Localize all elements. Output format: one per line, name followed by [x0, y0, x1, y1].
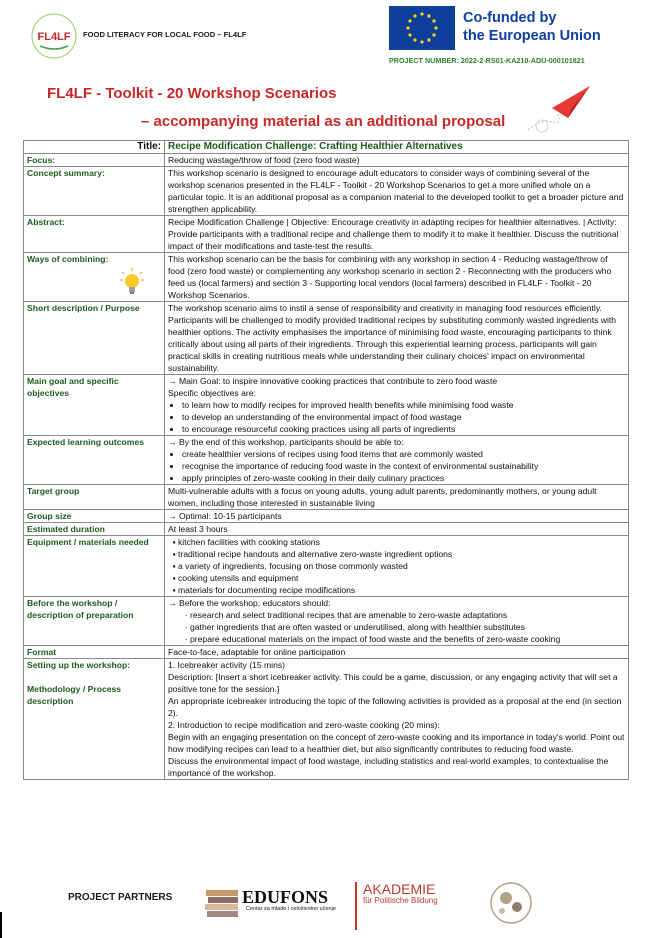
list-item: • recognise the importance of reducing food waste in the context of environmental sustainability: [182, 460, 625, 472]
setup-line: An appropriate icebreaker introducing the topic of the following activities is provided as a proposal at the end (in section 2).: [168, 696, 622, 718]
before-label: Before the workshop / description of preparation: [24, 597, 165, 646]
row-focus: [24, 154, 629, 167]
list-item: • to develop an understanding of the environmental impact of food wastage: [182, 411, 625, 423]
doc-title: FL4LF - Toolkit - 20 Workshop Scenarios: [47, 85, 337, 102]
row-format: [24, 646, 629, 659]
before-list: [168, 609, 625, 645]
paper-plane-icon: [522, 78, 594, 138]
row-short: [24, 302, 629, 375]
row-goal: [24, 375, 629, 436]
abstract-label: Abstract:: [24, 216, 165, 253]
row-target: [24, 485, 629, 510]
abstract-value: Recipe Modification Challenge | Objective: Encourage creativity in adapting recipes for healthier alternatives. | Activity: Provide participants with a traditional recipe and challenge them to modify it to make it healthier. Discuss the nutritional impact of their modifications and taste-test the results.: [165, 216, 629, 253]
eu-flag-icon: [389, 6, 455, 50]
setup-line: Discuss the environmental impact of food wastage, including statistics and real-world examples, to contextualise the importance of the workshop.: [168, 756, 609, 778]
page-edge: [0, 912, 2, 938]
setup-line: 2. Introduction to recipe modification and zero-waste cooking (20 mins):: [168, 720, 440, 730]
project-number: PROJECT NUMBER: 2022-2-RS01-KA210-ADU-000101821: [389, 56, 585, 65]
setup-cell: [24, 659, 165, 780]
size-value: → Optimal: 10-15 participants: [165, 510, 629, 523]
partner-logo-icon: [488, 880, 534, 926]
fl4lf-logo-icon: [30, 12, 78, 60]
goal-specific: Specific objectives are:: [168, 388, 256, 398]
title-label: Title:: [24, 141, 165, 154]
doc-subtitle: – accompanying material as an additional proposal: [141, 113, 506, 130]
target-value: Multi-vulnerable adults with a focus on young adults, young adult parents, predominantly mothers, or young adult women, including those interested in sustainable living: [165, 485, 629, 510]
format-value: Face-to-face, adaptable for online participation: [165, 646, 629, 659]
concept-label: Concept summary:: [24, 167, 165, 216]
books-icon: [204, 886, 240, 920]
method-label: Methodology / Process description: [27, 684, 122, 706]
setup-line: Description: [Insert a short icebreaker activity. This could be a game, discussion, or any engaging activity that will set a positive tone for the session.]: [168, 672, 618, 694]
setup-line: 1. Icebreaker activity (15 mins): [168, 660, 286, 670]
list-item: · prepare educational materials on the impact of food waste and the benefits of zero-waste cooking: [190, 633, 625, 645]
equip-cell: [165, 536, 629, 597]
goal-list: [168, 399, 625, 435]
akademie-logo: [355, 882, 483, 930]
duration-value: At least 3 hours: [165, 523, 629, 536]
ways-label: Ways of combining:: [27, 254, 109, 264]
row-outcomes: [24, 436, 629, 485]
workshop-table: [23, 140, 629, 780]
row-concept: [24, 167, 629, 216]
list-item: • apply principles of zero-waste cooking in their daily culinary practices: [182, 472, 625, 484]
svg-text:FL4LF: FL4LF: [37, 31, 71, 43]
ways-cell: [24, 253, 165, 302]
size-label: Group size: [24, 510, 165, 523]
goal-label: Main goal and specific objectives: [24, 375, 165, 436]
list-item: ▪ cooking utensils and equipment: [178, 572, 625, 584]
target-label: Target group: [24, 485, 165, 510]
before-cell: [165, 597, 629, 646]
eu-line-1: Co-funded by: [463, 10, 557, 26]
focus-value: Reducing wastage/throw of food (zero food waste): [165, 154, 629, 167]
ways-value: This workshop scenario can be the basis for combining with any workshop in section 4 - Reducing wastage/throw of food (zero food waste) or complementing any workshop scenario in section 2 - Reconnecting with the producers who feed us (local farmers) and section 3 - Supporting local vendors (local farmers) described in FL4LF - Toolkit - 20 Workshop Scenarios.: [165, 253, 629, 302]
goal-cell: [165, 375, 629, 436]
duration-label: Estimated duration: [24, 523, 165, 536]
equip-list: [168, 536, 625, 596]
equip-label: Equipment / materials needed: [24, 536, 165, 597]
logo-text: FOOD LITERACY FOR LOCAL FOOD – FL4LF: [83, 30, 247, 39]
edufons-sub: Centar za mlade i celoživotno učenje: [246, 906, 336, 912]
format-label: Format: [24, 646, 165, 659]
list-item: ▪ a variety of ingredients, focusing on those commonly wasted: [178, 560, 625, 572]
edufons-logo: [204, 884, 344, 930]
partners-label: PROJECT PARTNERS: [68, 892, 173, 903]
list-item: ▪ kitchen facilities with cooking stations: [178, 536, 625, 548]
eu-line-2: the European Union: [463, 28, 601, 44]
short-label: Short description / Purpose: [24, 302, 165, 375]
row-size: [24, 510, 629, 523]
akademie-name: AKADEMIE: [363, 881, 436, 897]
outcomes-list: [168, 448, 625, 484]
goal-main: → Main Goal: to inspire innovative cooking practices that contribute to zero food waste: [168, 376, 498, 386]
before-intro: → Before the workshop, educators should:: [168, 598, 331, 608]
row-abstract: [24, 216, 629, 253]
concept-value: This workshop scenario is designed to encourage adult educators to consider ways of combining several of the workshop scenarios presented in the FL4LF - Toolkit - 20 Workshop Scenarios to get a more unified whole on a particular topic. It is an additional proposal as a companion material to the developed toolkit to get a broader picture and strengthen applicability.: [165, 167, 629, 216]
edufons-name: EDUFONS: [242, 887, 329, 907]
akademie-sub: für Politische Bildung: [363, 896, 438, 905]
outcomes-cell: [165, 436, 629, 485]
focus-label: Focus:: [24, 154, 165, 167]
lightbulb-icon: [119, 267, 145, 297]
setup-line: Begin with an engaging presentation on the concept of zero-waste cooking and its importance in today's world. Point out how modifying recipes can lead to a healthier diet, but also significantly contributes to reducing food waste.: [168, 732, 625, 754]
row-before: [24, 597, 629, 646]
setup-label: Setting up the workshop:: [27, 660, 131, 670]
list-item: • to learn how to modify recipes for improved health benefits while minimising food waste: [182, 399, 625, 411]
row-setup: [24, 659, 629, 780]
title-value: Recipe Modification Challenge: Crafting Healthier Alternatives: [165, 141, 629, 154]
list-item: ▪ traditional recipe handouts and alternative zero-waste ingredient options: [178, 548, 625, 560]
list-item: • create healthier versions of recipes using food items that are commonly wasted: [182, 448, 625, 460]
short-value: The workshop scenario aims to instil a sense of responsibility and creativity in managing food resources efficiently. Participants will be challenged to modify provided traditional recipes by substituting commonly wasted ingredients with healthier options. The activity emphasises the importance of minimising food waste, encouraging participants to think critically about using all parts of their ingredients. Through this experiential learning process, participants will gain practical skills in creating nutritious meals while understanding their culinary choices' impact on environmental sustainability.: [165, 302, 629, 375]
row-title: [24, 141, 629, 154]
outcomes-label: Expected learning outcomes: [24, 436, 165, 485]
outcomes-intro: → By the end of this workshop, participants should be able to:: [168, 437, 404, 447]
row-duration: [24, 523, 629, 536]
row-equipment: [24, 536, 629, 597]
list-item: ▪ materials for documenting recipe modifications: [178, 584, 625, 596]
row-ways: [24, 253, 629, 302]
page-header: [0, 0, 662, 75]
page-footer: [0, 872, 662, 938]
list-item: • to encourage resourceful cooking practices using all parts of ingredients: [182, 423, 625, 435]
eu-cofunded-text: [463, 9, 601, 45]
setup-value: [165, 659, 629, 780]
list-item: · gather ingredients that are often wasted or underutilised, along with healthier substitutes: [190, 621, 625, 633]
list-item: · research and select traditional recipes that are amenable to zero-waste adaptations: [190, 609, 625, 621]
